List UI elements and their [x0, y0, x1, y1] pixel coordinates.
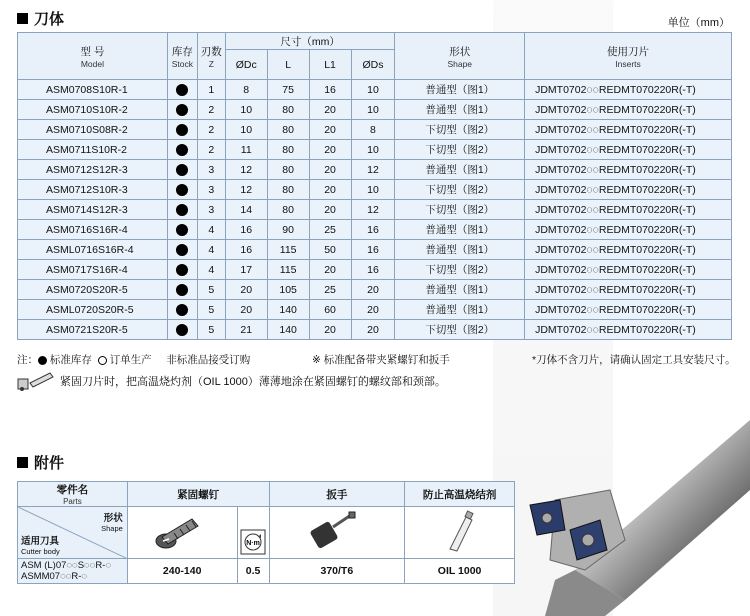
cell-l1: 25	[309, 280, 351, 300]
cell-ds: 16	[351, 260, 395, 280]
header-dc: ØDc	[225, 50, 267, 80]
stock-dot-icon	[176, 164, 188, 176]
cell-l1: 25	[309, 220, 351, 240]
cell-flutes: 2	[197, 140, 225, 160]
cell-dc: 12	[225, 160, 267, 180]
cell-model: ASM0710S08R-2	[18, 120, 168, 140]
cell-model: ASM0714S12R-3	[18, 200, 168, 220]
tube-icon	[430, 509, 490, 553]
acc-header-screw: 紧固螺钉	[127, 482, 269, 507]
cell-flutes: 1	[197, 80, 225, 100]
cell-stock	[167, 80, 197, 100]
cell-stock	[167, 280, 197, 300]
legend-note: 注： 标准库存 订单生产 非标准品接受订购	[17, 354, 251, 366]
torque-wrench-icon	[240, 529, 266, 555]
cell-shape: 普通型（图1）	[395, 300, 525, 320]
cell-l: 80	[267, 180, 309, 200]
cell-ds: 16	[351, 220, 395, 240]
header-stock: 库存 Stock	[167, 33, 197, 80]
section-title-text: 附件	[34, 455, 65, 472]
cell-l: 80	[267, 120, 309, 140]
cell-shape: 普通型（图1）	[395, 100, 525, 120]
cell-l: 115	[267, 240, 309, 260]
cell-l: 140	[267, 300, 309, 320]
table-row	[18, 280, 732, 300]
cell-ds: 8	[351, 120, 395, 140]
cell-ds: 10	[351, 80, 395, 100]
cell-stock	[167, 320, 197, 340]
stock-dot-icon	[176, 324, 188, 336]
cell-insert: JDMT0702◌◌REDMT070220R(-T)	[525, 260, 732, 280]
cell-dc: 16	[225, 240, 267, 260]
cell-shape: 普通型（图1）	[395, 280, 525, 300]
stock-dot-icon	[176, 284, 188, 296]
cell-l1: 60	[309, 300, 351, 320]
section-title-accessories	[17, 452, 64, 473]
cell-model: ASM0710S10R-2	[18, 100, 168, 120]
stock-dot-icon	[176, 244, 188, 256]
cell-flutes: 4	[197, 240, 225, 260]
cell-insert: JDMT0702◌◌REDMT070220R(-T)	[525, 180, 732, 200]
cell-flutes: 2	[197, 120, 225, 140]
stock-dot-icon	[176, 304, 188, 316]
cell-insert: JDMT0702◌◌REDMT070220R(-T)	[525, 200, 732, 220]
cell-shape: 下切型（图2）	[395, 200, 525, 220]
cell-ds: 16	[351, 240, 395, 260]
cell-dc: 16	[225, 220, 267, 240]
cell-flutes: 4	[197, 260, 225, 280]
cell-stock	[167, 160, 197, 180]
cell-l1: 20	[309, 140, 351, 160]
table-row	[18, 180, 732, 200]
stock-dot-icon	[38, 356, 47, 365]
cell-flutes: 3	[197, 180, 225, 200]
table-row	[18, 320, 732, 340]
table-row	[18, 260, 732, 280]
cell-l: 80	[267, 140, 309, 160]
acc-shape-body-cell: 形状 Shape 适用刀具 Cutter body	[18, 507, 128, 559]
cell-ds: 10	[351, 140, 395, 160]
cell-model: ASM0712S12R-3	[18, 160, 168, 180]
cell-shape: 下切型（图2）	[395, 180, 525, 200]
header-ds: ØDs	[351, 50, 395, 80]
included-note: ※ 标准配备带夹紧螺钉和扳手	[312, 354, 450, 366]
stock-dot-icon	[176, 184, 188, 196]
section-title-body	[17, 8, 64, 29]
accessories-table	[17, 481, 515, 584]
cell-l: 105	[267, 280, 309, 300]
grease-note: 紧固刀片时，把高温烧灼剂（OIL 1000）薄薄地涂在紧固螺钉的螺纹部和颈部。	[60, 376, 446, 388]
cell-model: ASML0720S20R-5	[18, 300, 168, 320]
acc-header-part: 零件名 Parts	[18, 482, 128, 507]
cell-model: ASM0711S10R-2	[18, 140, 168, 160]
cell-l: 80	[267, 200, 309, 220]
table-row	[18, 200, 732, 220]
wrench-image-cell	[269, 507, 405, 559]
stock-dot-icon	[176, 84, 188, 96]
cell-model: ASM0721S20R-5	[18, 320, 168, 340]
cell-insert: JDMT0702◌◌REDMT070220R(-T)	[525, 120, 732, 140]
cell-flutes: 2	[197, 100, 225, 120]
cell-ds: 10	[351, 180, 395, 200]
cell-flutes: 3	[197, 160, 225, 180]
cell-insert: JDMT0702◌◌REDMT070220R(-T)	[525, 140, 732, 160]
cell-flutes: 5	[197, 280, 225, 300]
cell-flutes: 5	[197, 320, 225, 340]
cell-insert: JDMT0702◌◌REDMT070220R(-T)	[525, 80, 732, 100]
cell-dc: 14	[225, 200, 267, 220]
torque-icon-cell	[237, 507, 269, 559]
cell-l: 115	[267, 260, 309, 280]
no-insert-note: *刀体不含刀片，请确认固定工具安装尺寸。	[532, 354, 736, 366]
cell-stock	[167, 200, 197, 220]
cell-flutes: 4	[197, 220, 225, 240]
square-bullet-icon	[17, 13, 28, 24]
table-row	[18, 220, 732, 240]
cell-shape: 下切型（图2）	[395, 120, 525, 140]
stock-dot-icon	[176, 104, 188, 116]
cell-shape: 下切型（图2）	[395, 320, 525, 340]
header-l1: L1	[309, 50, 351, 80]
cell-stock	[167, 120, 197, 140]
cell-model: ASM0716S16R-4	[18, 220, 168, 240]
wrench-value: 370/T6	[269, 559, 405, 584]
cell-insert: JDMT0702◌◌REDMT070220R(-T)	[525, 220, 732, 240]
cell-stock	[167, 240, 197, 260]
unit-label: 单位（mm）	[667, 17, 730, 29]
cell-l1: 20	[309, 160, 351, 180]
order-circle-icon	[98, 356, 107, 365]
wrench-icon	[307, 509, 367, 553]
cell-dc: 11	[225, 140, 267, 160]
cell-insert: JDMT0702◌◌REDMT070220R(-T)	[525, 100, 732, 120]
cell-ds: 20	[351, 300, 395, 320]
cutter-body-table	[17, 32, 732, 340]
cell-insert: JDMT0702◌◌REDMT070220R(-T)	[525, 320, 732, 340]
cell-insert: JDMT0702◌◌REDMT070220R(-T)	[525, 280, 732, 300]
stock-dot-icon	[176, 204, 188, 216]
cell-shape: 下切型（图2）	[395, 140, 525, 160]
cell-shape: 普通型（图1）	[395, 160, 525, 180]
table-row	[18, 80, 732, 100]
table-row	[18, 140, 732, 160]
cell-l1: 20	[309, 120, 351, 140]
cell-model: ASM0717S16R-4	[18, 260, 168, 280]
header-model: 型 号 Model	[18, 33, 168, 80]
cell-flutes: 5	[197, 300, 225, 320]
screw-value: 240-140	[127, 559, 237, 584]
cell-l1: 20	[309, 320, 351, 340]
cell-stock	[167, 180, 197, 200]
table-row	[18, 160, 732, 180]
header-shape: 形状 Shape	[395, 33, 525, 80]
cell-l: 75	[267, 80, 309, 100]
table-row	[18, 120, 732, 140]
cell-ds: 12	[351, 200, 395, 220]
header-inserts: 使用刀片 Inserts	[525, 33, 732, 80]
cell-shape: 普通型（图1）	[395, 80, 525, 100]
cell-model: ASML0716S16R-4	[18, 240, 168, 260]
cell-shape: 普通型（图1）	[395, 240, 525, 260]
cell-insert: JDMT0702◌◌REDMT070220R(-T)	[525, 300, 732, 320]
cell-shape: 普通型（图1）	[395, 220, 525, 240]
cell-stock	[167, 300, 197, 320]
cutter-product-image	[515, 400, 750, 616]
antiseize-value: OIL 1000	[405, 559, 515, 584]
cell-l1: 16	[309, 80, 351, 100]
cell-dc: 21	[225, 320, 267, 340]
square-bullet-icon	[17, 457, 28, 468]
cell-l: 80	[267, 100, 309, 120]
acc-header-wrench: 扳手	[269, 482, 405, 507]
cell-insert: JDMT0702◌◌REDMT070220R(-T)	[525, 240, 732, 260]
cell-l1: 20	[309, 260, 351, 280]
cell-dc: 10	[225, 100, 267, 120]
cell-dc: 12	[225, 180, 267, 200]
screw-icon	[152, 509, 212, 553]
cell-dc: 17	[225, 260, 267, 280]
cell-l: 90	[267, 220, 309, 240]
cell-shape: 下切型（图2）	[395, 260, 525, 280]
header-size: 尺寸（mm）	[225, 33, 395, 50]
header-flutes: 刃数 Z	[197, 33, 225, 80]
cell-stock	[167, 260, 197, 280]
cell-l: 80	[267, 160, 309, 180]
stock-dot-icon	[176, 144, 188, 156]
cell-stock	[167, 220, 197, 240]
cell-model: ASM0720S20R-5	[18, 280, 168, 300]
grease-tube-icon	[16, 369, 56, 393]
header-l: L	[267, 50, 309, 80]
cell-dc: 20	[225, 300, 267, 320]
table-row	[18, 100, 732, 120]
cell-flutes: 3	[197, 200, 225, 220]
cell-model: ASM0708S10R-1	[18, 80, 168, 100]
cell-ds: 10	[351, 100, 395, 120]
cell-ds: 20	[351, 320, 395, 340]
stock-dot-icon	[176, 264, 188, 276]
cell-dc: 10	[225, 120, 267, 140]
cell-l1: 20	[309, 200, 351, 220]
stock-dot-icon	[176, 224, 188, 236]
screw-image-cell	[127, 507, 237, 559]
table-row	[18, 300, 732, 320]
torque-unit-label: N·m	[246, 540, 260, 547]
cell-ds: 12	[351, 160, 395, 180]
cell-l1: 20	[309, 180, 351, 200]
table-row	[18, 240, 732, 260]
cell-dc: 8	[225, 80, 267, 100]
acc-body-models: ASM (L)07◌◌S◌◌R-◌ ASMM07◌◌R-◌	[18, 559, 128, 584]
cell-insert: JDMT0702◌◌REDMT070220R(-T)	[525, 160, 732, 180]
cell-l1: 50	[309, 240, 351, 260]
section-title-text: 刀体	[34, 11, 65, 28]
cell-stock	[167, 140, 197, 160]
stock-dot-icon	[176, 124, 188, 136]
antiseize-image-cell	[405, 507, 515, 559]
torque-value: 0.5	[237, 559, 269, 584]
cell-l1: 20	[309, 100, 351, 120]
cell-model: ASM0712S10R-3	[18, 180, 168, 200]
cell-ds: 20	[351, 280, 395, 300]
cell-stock	[167, 100, 197, 120]
acc-header-antiseize: 防止高温烧结剂	[405, 482, 515, 507]
cell-l: 140	[267, 320, 309, 340]
cell-dc: 20	[225, 280, 267, 300]
